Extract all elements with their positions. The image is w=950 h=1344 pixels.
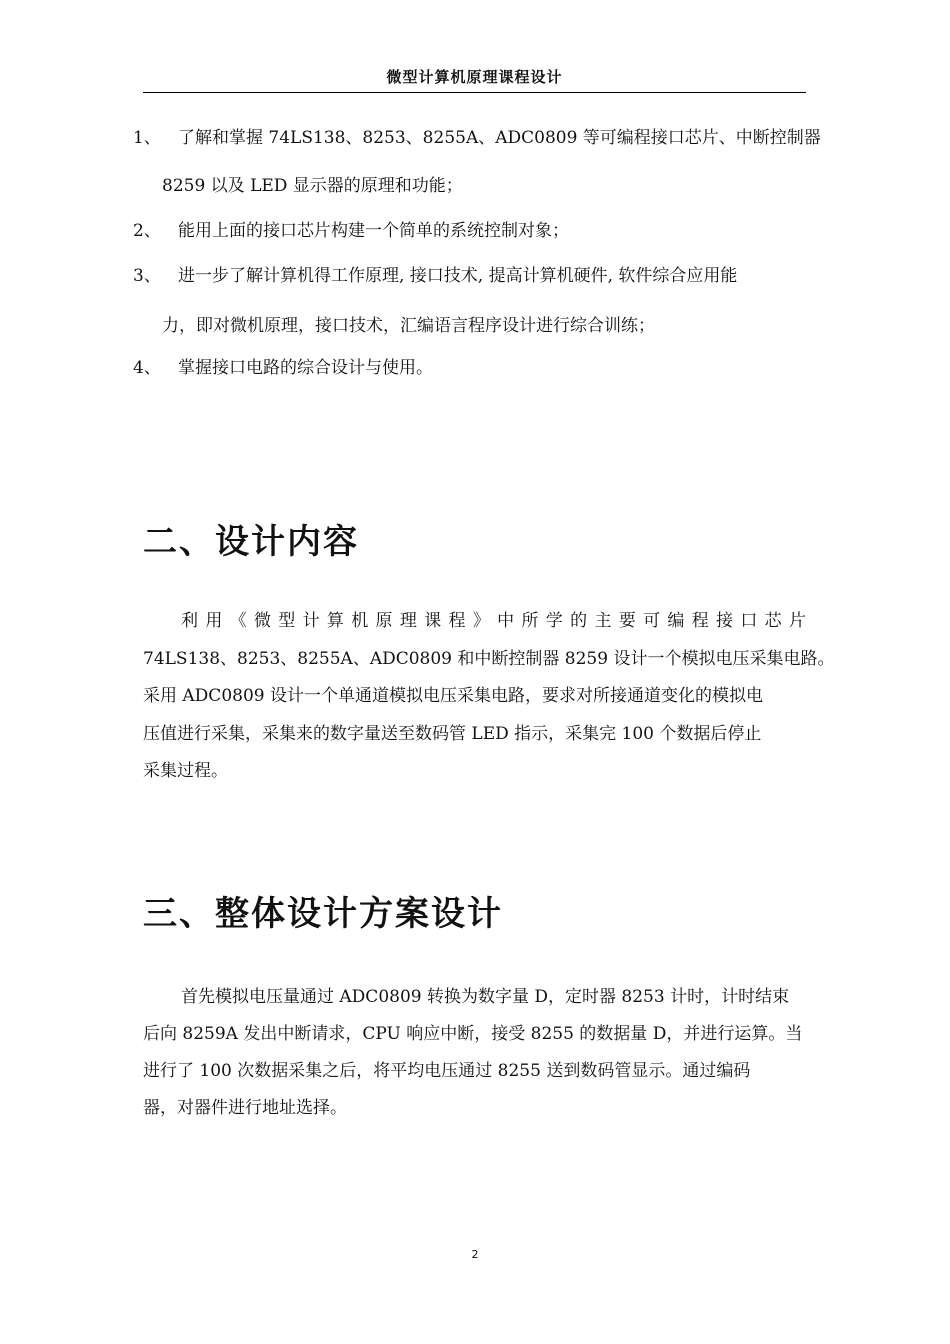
paragraph-line: 器，对器件进行地址选择。 xyxy=(143,1098,347,1118)
objective-number: 1、 xyxy=(133,128,161,148)
objective-text: 了解和掌握 74LS138、8253、8255A、ADC0809 等可编程接口芯片、中断控制器 xyxy=(178,128,821,148)
paragraph-line: 后向 8259A 发出中断请求，CPU 响应中断，接受 8255 的数据量 D，并进行运算。当 xyxy=(143,1024,803,1044)
objective-number: 3、 xyxy=(133,266,161,286)
objective-text: 进一步了解计算机得工作原理, 接口技术, 提高计算机硬件, 软件综合应用能 xyxy=(178,266,738,286)
section-heading-overall-design: 三、整体设计方案设计 xyxy=(143,894,503,934)
objective-text-continued: 8259 以及 LED 显示器的原理和功能； xyxy=(162,176,463,196)
paragraph-line: 首先模拟电压量通过 ADC0809 转换为数字量 D，定时器 8253 计时，计时结束 xyxy=(181,987,790,1007)
page-header xyxy=(143,66,806,93)
objective-text: 能用上面的接口芯片构建一个简单的系统控制对象； xyxy=(178,221,569,241)
paragraph-line: 采集过程。 xyxy=(143,761,228,781)
header-title: 微型计算机原理课程设计 xyxy=(386,68,563,86)
paragraph-line: 压值进行采集，采集来的数字量送至数码管 LED 指示，采集完 100 个数据后停止 xyxy=(143,724,762,744)
objective-number: 4、 xyxy=(133,358,161,378)
paragraph-line: 采用 ADC0809 设计一个单通道模拟电压采集电路，要求对所接通道变化的模拟电 xyxy=(143,686,763,706)
page-number: 2 xyxy=(471,1248,479,1261)
section-heading-design-content: 二、设计内容 xyxy=(143,522,359,562)
paragraph-line: 74LS138、8253、8255A、ADC0809 和中断控制器 8259 设计一个模拟电压采集电路。 xyxy=(143,649,835,669)
objective-text-continued: 力，即对微机原理，接口技术，汇编语言程序设计进行综合训练； xyxy=(162,316,655,336)
paragraph-line: 进行了 100 次数据采集之后，将平均电压通过 8255 送到数码管显示。通过编码 xyxy=(143,1061,751,1081)
paragraph-line: 利用《微型计算机原理课程》中所学的主要可编程接口芯片 xyxy=(181,611,806,631)
objective-text: 掌握接口电路的综合设计与使用。 xyxy=(178,358,433,378)
objective-number: 2、 xyxy=(133,221,161,241)
